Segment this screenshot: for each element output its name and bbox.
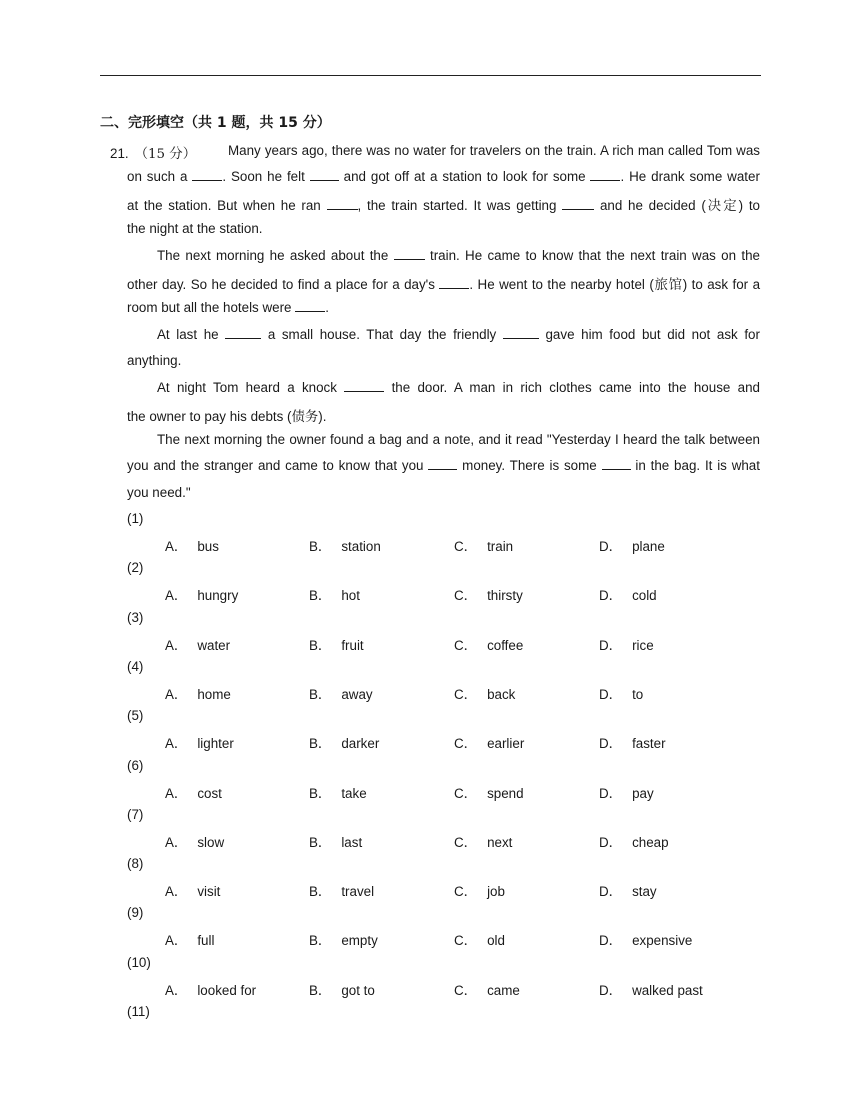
option-c[interactable] [454, 930, 505, 949]
passage-text: ). [318, 409, 327, 424]
passage-text: and he decided ( [599, 198, 706, 213]
option-a[interactable] [165, 980, 256, 999]
option-letter: C． [454, 982, 478, 998]
option-text: darker [341, 736, 380, 752]
option-text: visit [197, 884, 221, 900]
option-d[interactable] [599, 930, 692, 949]
passage-text: the owner to pay his debts ( [127, 409, 292, 424]
option-c[interactable] [454, 980, 520, 999]
option-a[interactable] [165, 684, 231, 703]
passage-line [157, 327, 760, 342]
passage-text: gave him food but did not ask for [545, 327, 760, 342]
blank-12 [428, 458, 457, 470]
option-d[interactable] [599, 783, 654, 802]
option-text: home [197, 686, 231, 702]
option-a[interactable] [165, 635, 230, 654]
blank-5 [562, 198, 594, 210]
passage-line [127, 169, 760, 184]
item-number: (1) [127, 511, 144, 526]
passage-text: At last he [157, 327, 219, 342]
item-number: (8) [127, 856, 144, 872]
option-c[interactable] [454, 832, 512, 851]
option-text: rice [632, 637, 654, 653]
option-a[interactable] [165, 733, 234, 752]
blank-4 [327, 198, 358, 210]
option-c[interactable] [454, 585, 523, 604]
option-b[interactable] [309, 536, 381, 555]
option-text: fruit [341, 637, 364, 653]
option-b[interactable] [309, 635, 364, 654]
option-c[interactable] [454, 536, 513, 555]
option-text: to [632, 686, 644, 702]
option-letter: D． [599, 588, 623, 604]
option-letter: C． [454, 539, 478, 554]
passage-line [127, 458, 760, 473]
option-letter: D． [599, 736, 623, 752]
passage-text: . He went to the nearby hotel ( [469, 277, 654, 292]
passage-text: . Soon he felt [222, 169, 305, 184]
passage-line [127, 195, 760, 214]
option-text: away [341, 686, 373, 702]
blank-7 [439, 277, 469, 289]
blank-3 [590, 169, 620, 181]
option-b[interactable] [309, 684, 373, 703]
option-d[interactable] [599, 832, 669, 851]
passage-cjk: 决定 [705, 199, 739, 214]
passage-line: anything. [127, 353, 182, 368]
option-letter: A． [165, 884, 188, 900]
option-b[interactable] [309, 733, 379, 752]
option-letter: A． [165, 834, 188, 850]
option-letter: D． [599, 982, 623, 998]
item-number: (9) [127, 905, 144, 921]
blank-2 [310, 169, 339, 181]
blank-11 [344, 380, 384, 392]
option-letter: B． [309, 884, 332, 900]
item-number: (2) [127, 560, 144, 576]
option-c[interactable] [454, 684, 515, 703]
passage-text: The next morning he asked about the [157, 248, 389, 263]
option-text: full [197, 933, 215, 949]
option-a[interactable] [165, 832, 224, 851]
option-letter: B． [309, 736, 332, 752]
passage-cjk: 债务 [291, 410, 319, 425]
option-letter: B． [309, 637, 332, 653]
option-text: water [197, 637, 231, 653]
option-d[interactable] [599, 980, 703, 999]
option-letter: B． [309, 982, 332, 998]
passage-line: you need." [127, 485, 191, 500]
passage-text: you and the stranger and came to know that you [127, 458, 424, 473]
blank-9 [225, 327, 261, 339]
option-letter: C． [454, 736, 478, 752]
option-text: cold [632, 588, 657, 604]
option-text: looked for [197, 982, 257, 998]
option-text: faster [632, 736, 666, 752]
option-letter: D． [599, 834, 623, 850]
option-letter: A． [165, 785, 188, 801]
option-d[interactable] [599, 635, 654, 654]
option-letter: D． [599, 637, 623, 653]
passage-line [127, 406, 760, 425]
passage-line: Many years ago, there was no water for travelers on the train. A rich man called Tom was [228, 143, 760, 158]
passage-text: at the station. But when he ran [127, 198, 321, 213]
passage-line [127, 300, 760, 315]
option-text: came [487, 982, 520, 998]
option-b[interactable] [309, 930, 378, 949]
option-letter: C． [454, 884, 478, 900]
item-number: (5) [127, 708, 144, 724]
item-number: (10) [127, 954, 151, 970]
option-text: bus [197, 539, 219, 554]
passage-text: money. There is some [462, 458, 597, 473]
passage-line: the night at the station. [127, 221, 263, 236]
option-letter: A． [165, 982, 188, 998]
option-c[interactable] [454, 783, 524, 802]
passage-text: other day. So he decided to find a place for a day's [127, 277, 435, 292]
passage-text: ) to ask for a [682, 277, 761, 292]
option-text: station [341, 539, 381, 554]
passage-line [127, 274, 760, 293]
option-letter: C． [454, 785, 478, 801]
option-letter: C． [454, 834, 478, 850]
option-b[interactable] [309, 832, 362, 851]
option-text: got to [341, 982, 375, 998]
option-letter: D． [599, 884, 623, 900]
question-number [110, 143, 196, 162]
option-letter: D． [599, 933, 623, 949]
option-letter: B． [309, 539, 332, 554]
option-b[interactable] [309, 783, 367, 802]
option-c[interactable] [454, 881, 505, 900]
option-d[interactable] [599, 585, 657, 604]
passage-text: . He drank some water [620, 169, 760, 184]
option-b[interactable] [309, 980, 375, 999]
option-letter: C． [454, 588, 478, 604]
option-text: job [487, 884, 505, 900]
option-d[interactable] [599, 733, 666, 752]
option-text: walked past [632, 982, 703, 998]
option-text: plane [632, 539, 665, 554]
option-letter: A． [165, 933, 188, 949]
option-d[interactable] [599, 536, 665, 555]
option-text: hungry [197, 588, 239, 604]
option-text: stay [632, 884, 657, 900]
option-text: back [487, 686, 516, 702]
item-number: (4) [127, 658, 144, 674]
option-letter: C． [454, 686, 478, 702]
option-text: cost [197, 785, 222, 801]
option-text: spend [487, 785, 524, 801]
option-text: hot [341, 588, 360, 604]
passage-text: train. He came to know that the next train was on the [429, 248, 760, 263]
option-letter: C． [454, 637, 478, 653]
passage-text: the door. A man in rich clothes came into the house and [391, 380, 760, 395]
passage-line [157, 248, 760, 263]
option-text: empty [341, 933, 378, 949]
option-text: cheap [632, 834, 669, 850]
section-title: 二、完形填空（共 1 题，共 15 分） [100, 115, 331, 131]
option-letter: B． [309, 588, 332, 604]
option-a[interactable] [165, 536, 219, 555]
option-text: last [341, 834, 363, 850]
option-letter: B． [309, 686, 332, 702]
option-a[interactable] [165, 783, 222, 802]
item-number: (6) [127, 757, 144, 773]
passage-text: . [325, 300, 329, 315]
option-text: old [487, 933, 505, 949]
passage-text: in the bag. It is what [635, 458, 760, 473]
option-letter: B． [309, 834, 332, 850]
blank-8 [295, 300, 325, 312]
question-points: （15 分） [134, 147, 197, 162]
passage-text: a small house. That day the friendly [267, 327, 497, 342]
passage-text: ) to [738, 198, 760, 213]
option-letter: A． [165, 637, 188, 653]
option-text: slow [197, 834, 225, 850]
option-text: thirsty [487, 588, 523, 604]
passage-text: At night Tom heard a knock [157, 380, 337, 395]
item-number: (3) [127, 609, 144, 625]
option-b[interactable] [309, 881, 374, 900]
option-letter: A． [165, 588, 188, 604]
passage-text: and got off at a station to look for some [343, 169, 586, 184]
option-text: train [487, 539, 514, 554]
option-d[interactable] [599, 881, 657, 900]
option-c[interactable] [454, 733, 524, 752]
option-letter: A． [165, 539, 188, 554]
option-letter: C． [454, 933, 478, 949]
option-text: earlier [487, 736, 525, 752]
passage-text: on such a [127, 169, 188, 184]
option-letter: A． [165, 736, 188, 752]
option-b[interactable] [309, 585, 360, 604]
option-text: next [487, 834, 513, 850]
option-letter: D． [599, 539, 623, 554]
option-text: take [341, 785, 367, 801]
option-letter: D． [599, 785, 623, 801]
option-a[interactable] [165, 585, 238, 604]
option-text: lighter [197, 736, 234, 752]
passage-text: room but all the hotels were [127, 300, 292, 315]
blank-10 [503, 327, 539, 339]
option-c[interactable] [454, 635, 523, 654]
option-letter: A． [165, 686, 188, 702]
option-d[interactable] [599, 684, 643, 703]
option-text: travel [341, 884, 375, 900]
passage-line: The next morning the owner found a bag and a note, and it read "Yesterday I heard the talk between [157, 432, 760, 447]
option-text: expensive [632, 933, 693, 949]
item-number: (7) [127, 806, 144, 822]
option-letter: D． [599, 686, 623, 702]
question-number-label: 21. [110, 146, 129, 161]
option-text: pay [632, 785, 654, 801]
passage-line [157, 380, 760, 395]
passage-text: , the train started. It was getting [357, 198, 557, 213]
item-number: (11) [127, 1004, 150, 1019]
blank-1 [192, 169, 222, 181]
option-text: coffee [487, 637, 524, 653]
passage-cjk: 旅馆 [653, 278, 683, 293]
blank-13 [602, 458, 631, 470]
option-letter: B． [309, 785, 332, 801]
blank-6 [394, 248, 425, 260]
option-a[interactable] [165, 930, 214, 949]
header-rule [100, 75, 761, 76]
option-letter: B． [309, 933, 332, 949]
option-a[interactable] [165, 881, 220, 900]
